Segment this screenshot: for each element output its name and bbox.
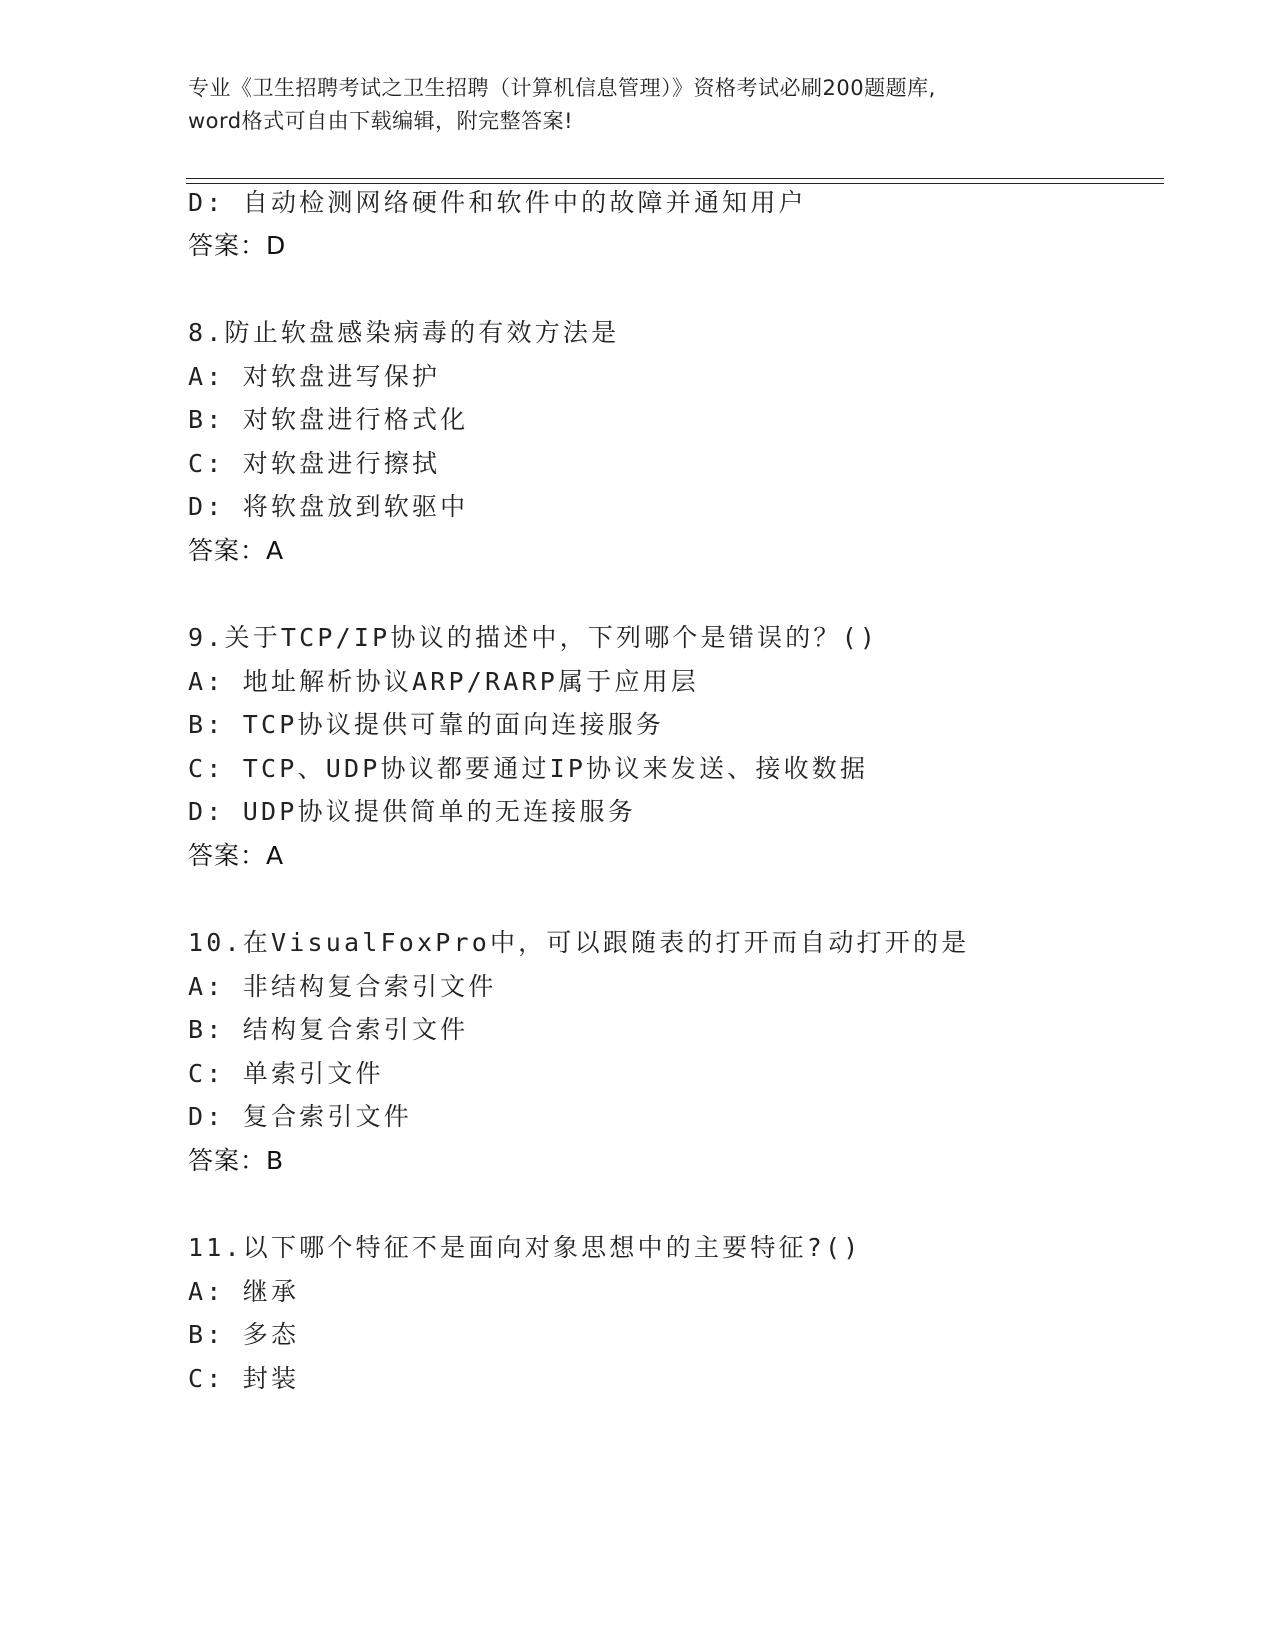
answer-line: 答案：A xyxy=(188,536,285,565)
question-stem: 9.关于TCP/IP协议的描述中，下列哪个是错误的？() xyxy=(188,623,879,652)
option-b: B: 多态 xyxy=(188,1320,300,1349)
question-stem: 10.在VisualFoxPro中，可以跟随表的打开而自动打开的是 xyxy=(188,928,970,957)
option-b: B: 结构复合索引文件 xyxy=(188,1015,469,1044)
question-stem: 11.以下哪个特征不是面向对象思想中的主要特征?() xyxy=(188,1233,862,1262)
option-d: D: 将软盘放到软驱中 xyxy=(188,492,469,521)
header-title-line: 专业《卫生招聘考试之卫生招聘（计算机信息管理）》资格考试必刷200题题库, xyxy=(188,76,936,100)
option-d: D: UDP协议提供简单的无连接服务 xyxy=(188,797,636,826)
option-b: B: 对软盘进行格式化 xyxy=(188,405,469,434)
option-a: A: 继承 xyxy=(188,1277,300,1306)
option-c: C: 对软盘进行擦拭 xyxy=(188,449,441,478)
option-c: C: 单索引文件 xyxy=(188,1059,384,1088)
header-subtitle-line: word格式可自由下载编辑，附完整答案! xyxy=(188,109,574,133)
option-a: A: 对软盘进写保护 xyxy=(188,362,441,391)
option-b: B: TCP协议提供可靠的面向连接服务 xyxy=(188,710,665,739)
header-divider-top xyxy=(186,178,1164,179)
answer-line: 答案：A xyxy=(188,841,285,870)
option-a: A: 地址解析协议ARP/RARP属于应用层 xyxy=(188,667,699,696)
option-d: D: 自动检测网络硬件和软件中的故障并通知用户 xyxy=(188,188,807,217)
option-a: A: 非结构复合索引文件 xyxy=(188,972,497,1001)
option-c: C: 封装 xyxy=(188,1364,300,1393)
question-stem: 8.防止软盘感染病毒的有效方法是 xyxy=(188,318,620,347)
answer-line: 答案：B xyxy=(188,1146,285,1175)
answer-line: 答案：D xyxy=(188,231,287,260)
header-divider-bottom xyxy=(186,183,1164,184)
document-header xyxy=(188,72,1088,138)
option-c: C: TCP、UDP协议都要通过IP协议来发送、接收数据 xyxy=(188,754,869,783)
option-d: D: 复合索引文件 xyxy=(188,1102,412,1131)
